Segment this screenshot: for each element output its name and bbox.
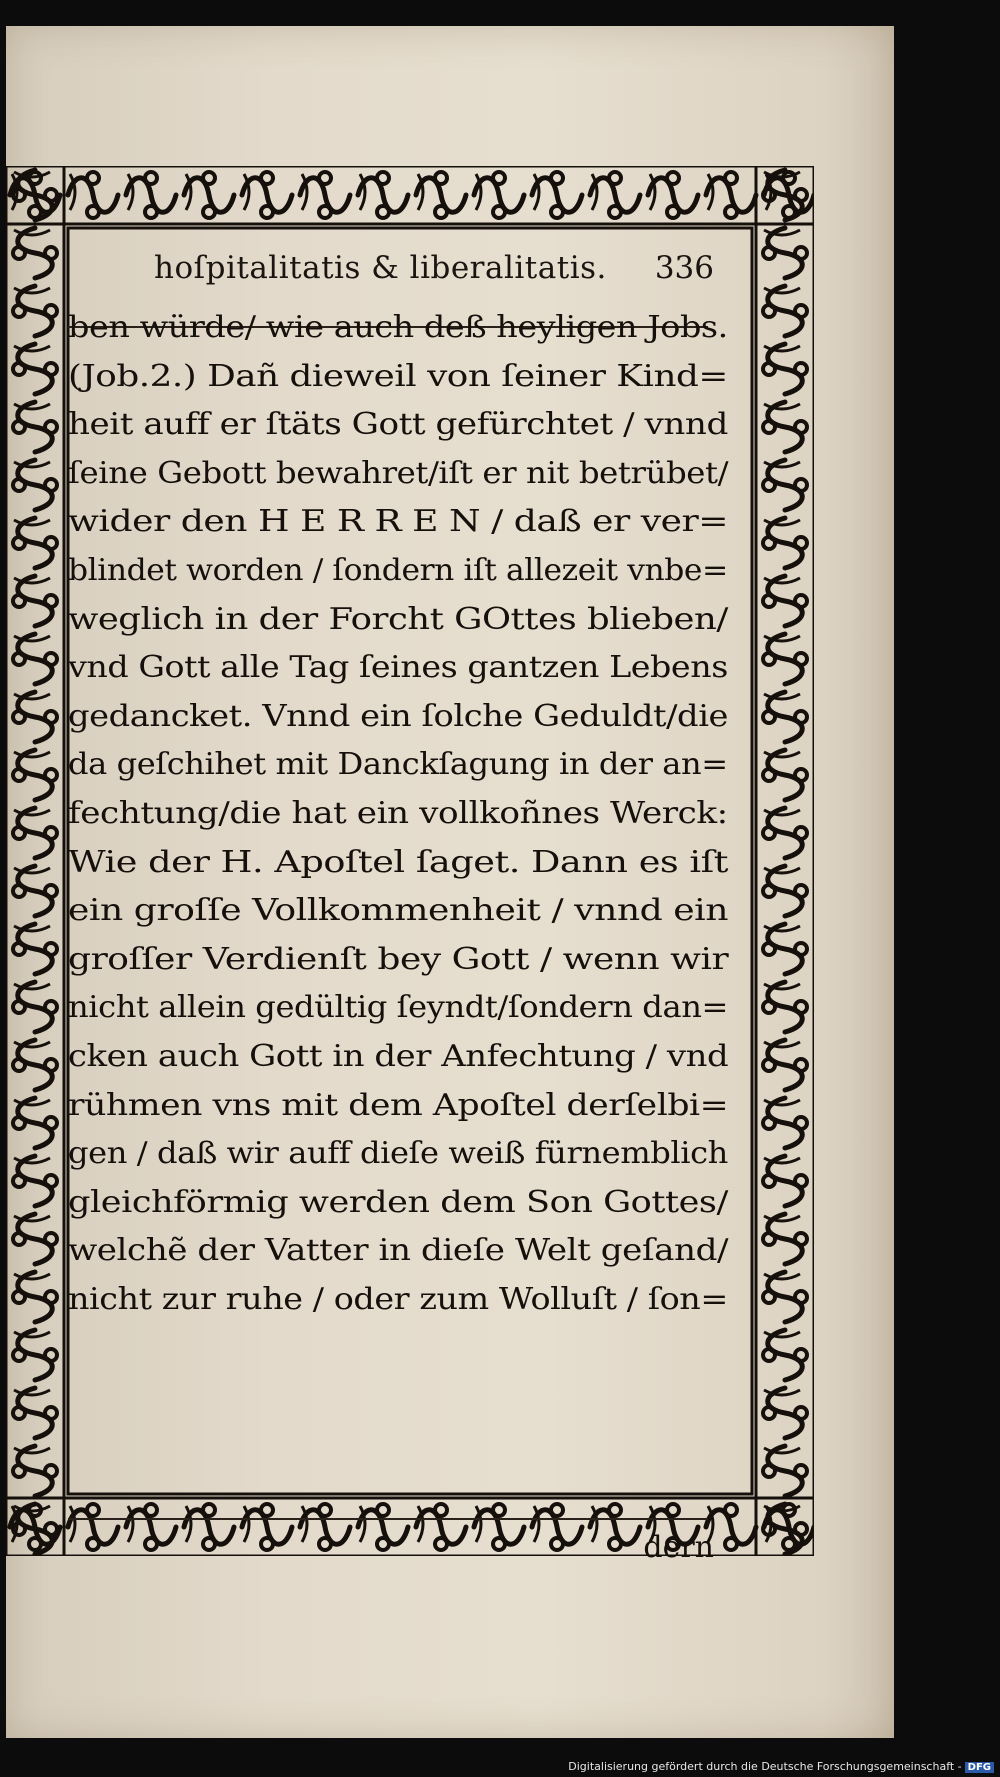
- text-line: ſeine Gebott bewahret/iſt er nit betrübet/: [68, 455, 729, 491]
- text-line: gen / daß wir auff dieſe weiß fürnemblich: [68, 1136, 728, 1172]
- text-line: ein groſſe Vollkommenheit / vnnd ein: [68, 893, 729, 929]
- text-line: fechtung/die hat ein vollkoñnes Werck:: [68, 795, 728, 831]
- book-page: [6, 26, 894, 1738]
- text-line: cken auch Gott in der Anfechtung / vnd: [68, 1038, 729, 1074]
- text-line: heit auff er ſtäts Gott gefürchtet / vnnd: [68, 407, 728, 443]
- text-line: blindet worden / ſondern iſt allezeit vnbe=: [68, 552, 728, 588]
- text-line: gleichförmig werden dem Son Gottes/: [68, 1184, 728, 1220]
- text-line: welchẽ der Vatter in dieſe Welt geſand/: [68, 1233, 729, 1269]
- foot-rule: [68, 1518, 708, 1520]
- text-line: Wie der H. Apoſtel ſaget. Dann es iſt: [68, 844, 728, 880]
- digitization-credit: [568, 1760, 994, 1773]
- text-line: ben würde/ wie auch deß heyligen Jobs.: [68, 310, 728, 345]
- text-block: [68, 218, 729, 1565]
- text-line: wider den H E R R E N / daß er ver=: [68, 504, 729, 540]
- text-line: rühmen vns mit dem Apoſtel derſelbi=: [68, 1087, 729, 1123]
- catchword: dern: [643, 1530, 714, 1565]
- page-number: 336: [654, 250, 714, 286]
- text-line: weglich in der Forcht GOttes blieben/: [68, 601, 728, 637]
- text-line: gedancket. Vnnd ein ſolche Geduldt/die: [68, 698, 729, 734]
- dfg-logo: DFG: [965, 1762, 994, 1773]
- text-line: groſſer Verdienſt bey Gott / wenn wir: [68, 941, 729, 977]
- text-line: nicht zur ruhe / oder zum Wolluſt / ſon=: [68, 1281, 728, 1317]
- text-line: vnd Gott alle Tag ſeines gantzen Lebens: [68, 650, 728, 686]
- body-text: [68, 304, 736, 1324]
- credit-text: Digitalisierung gefördert durch die Deutsche Forschungsgemeinschaft -: [568, 1760, 962, 1773]
- running-title: hoſpitalitatis & liberalitatis.: [154, 250, 607, 286]
- running-head: [68, 248, 728, 298]
- text-line: (Job.2.) Dañ dieweil von ſeiner Kind=: [68, 358, 728, 394]
- text-line: nicht allein gedültig ſeyndt/ſondern dan=: [68, 990, 729, 1026]
- text-line: da geſchihet mit Danckſagung in der an=: [68, 747, 728, 783]
